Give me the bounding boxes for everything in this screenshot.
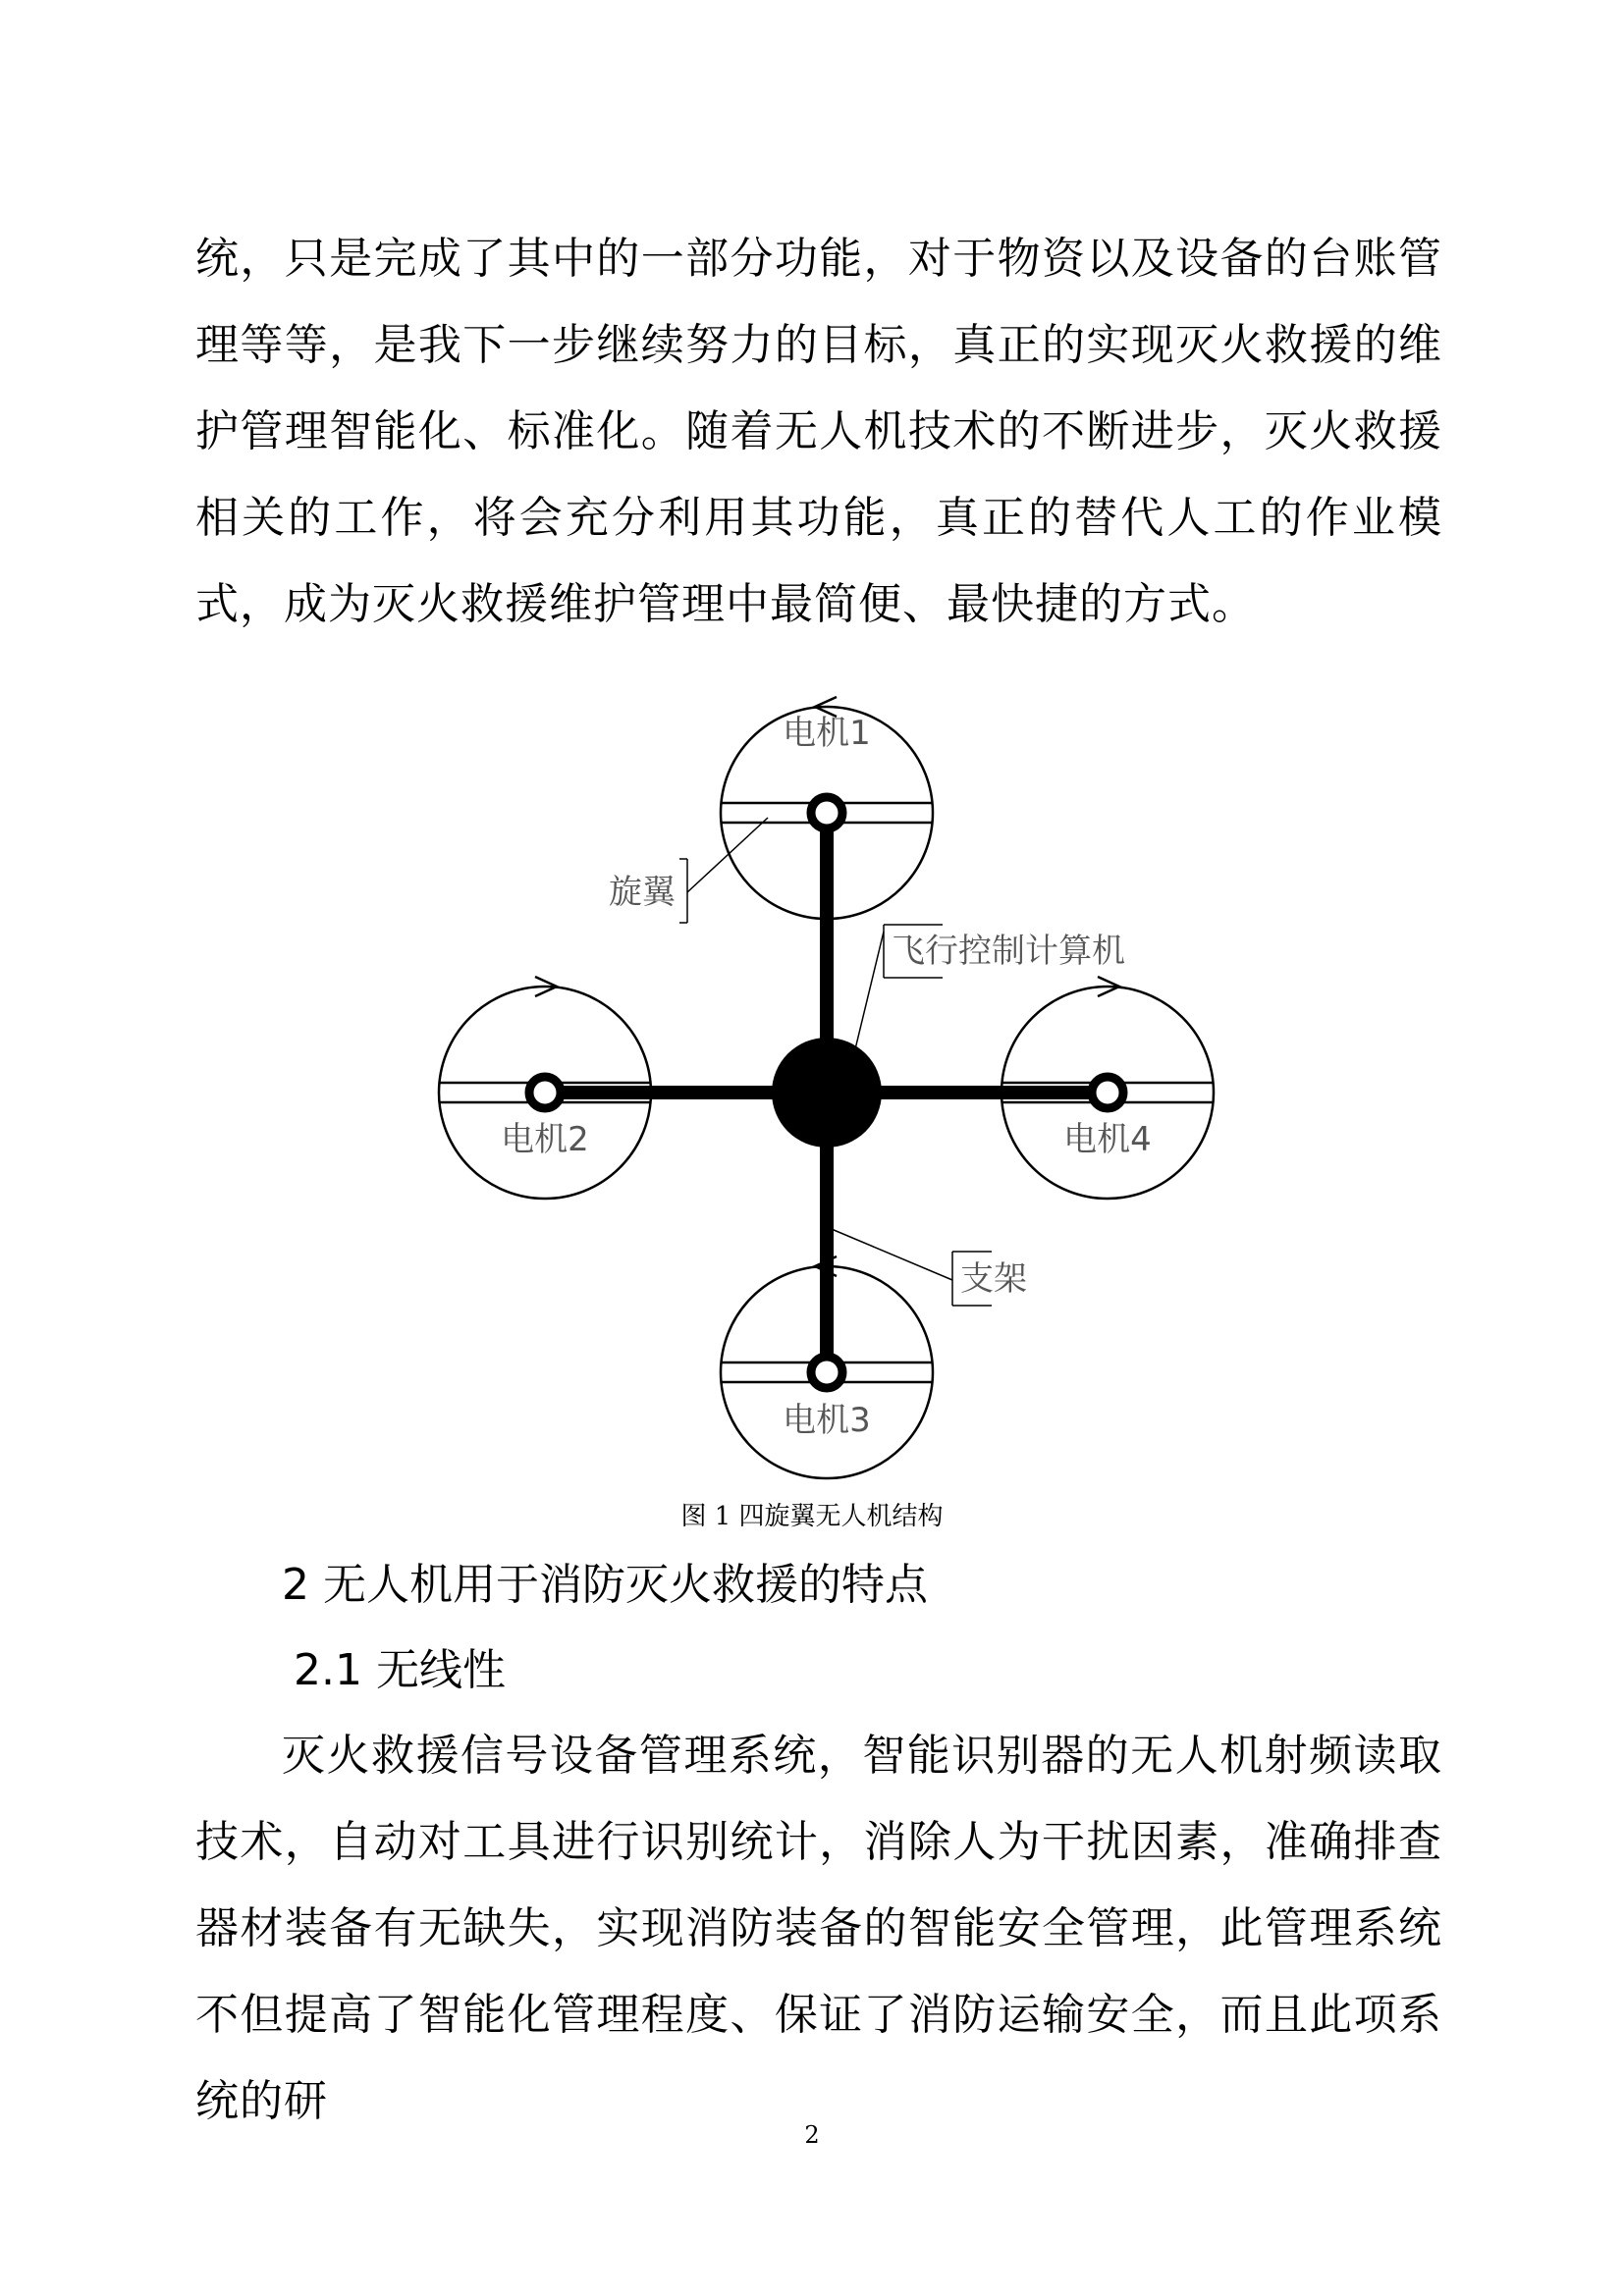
flight-computer-label: 飞行控制计算机 — [892, 932, 1125, 971]
rotor-label: 旋翼 — [609, 873, 676, 912]
figure-caption: 图 1 四旋翼无人机结构 — [680, 1502, 944, 1531]
subsection-heading: 2.1 无线性 — [294, 1645, 506, 1695]
rotor-callout — [609, 818, 768, 923]
flight-computer-body — [772, 1038, 882, 1148]
section-heading: 2 无人机用于消防灭火救援的特点 — [282, 1560, 928, 1610]
body-paragraph: 统，只是完成了其中的一部分功能，对于物资以及设备的台账管理等等，是我下一步继续努力的目标，真正的实现灭火救援的维护管理智能化、标准化。随着无人机技术的不断进步，灭火救援相关的工作，将会充分利用其功能，真正的替代人工的作业模式，成为灭火救援维护管理中最简便、最快捷的方式。 — [195, 234, 1442, 629]
motor-1-label: 电机1 — [783, 714, 871, 753]
frame-label: 支架 — [960, 1259, 1027, 1299]
body-paragraph: 灭火救援信号设备管理系统，智能识别器的无人机射频读取技术，自动对工具进行识别统计，消除人为干扰因素，准确排查器材装备有无缺失，实现消防装备的智能安全管理，此管理系统不但提高了智能化管理程度、保证了消防运输安全，而且此项系统的研 — [195, 1731, 1442, 2126]
quadrotor-structure-figure — [422, 677, 1227, 1492]
motor-3-label: 电机3 — [783, 1401, 871, 1440]
motor-4-label: 电机4 — [1063, 1120, 1152, 1159]
motor-2-label: 电机2 — [501, 1120, 589, 1159]
page-number: 2 — [804, 2121, 820, 2149]
quadrotor-diagram — [422, 677, 1227, 1492]
frame-callout — [827, 1227, 1027, 1306]
